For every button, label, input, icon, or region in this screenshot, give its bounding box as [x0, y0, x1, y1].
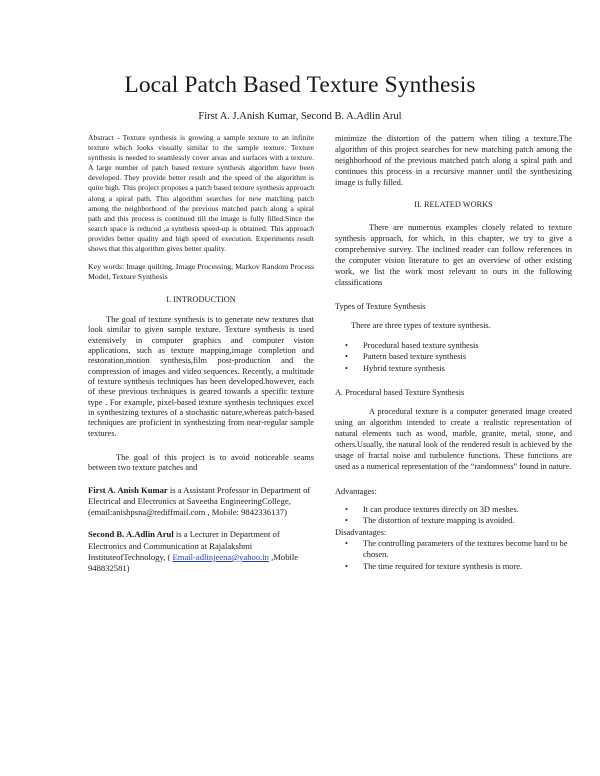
list-item: • The distortion of texture mapping is avoided.	[363, 515, 572, 526]
disadvantages-heading: Disadvantages:	[335, 527, 387, 537]
disadvantages-list	[335, 538, 572, 572]
author2-text-b: ,Mobile 948832581)	[88, 551, 299, 574]
list-item: • Pattern based texture synthesis	[363, 351, 572, 362]
related-works-paragraph: There are numerous examples closely related to texture synthesis approach, for which, in this chapter, we try to give a comprehensive survey. The inclined reader can follow references in the computer vision literature to get an overview of other existing work, we list the work most relevant to ours in the following classifications	[335, 222, 572, 288]
right-column	[335, 133, 572, 573]
intro-paragraph-1: The goal of texture synthesis is to generate new textures that look similar to given sample texture. Texture synthesis is used extensively in computer graphics and computer vision applications, such as texture mapping,image completion and restoration,motion synthesis,film post-production and the compression of images and video sequences. Recently, a multitude of texture synthesis techniques has been developed.however, each of these previous techniques is geared towards a specific texture type . For example, pixel-based texture synthesis techniques excel in synthesizing textures of a stochastic nature,whereas patch-based techniques are proficient in synthesizing from near-regular sample textures.	[88, 315, 314, 438]
types-intro: There are three types of texture synthesis.	[351, 321, 491, 331]
author1-text: is a Assistant Professor in Department of Electrical and Electronics at Saveetha EngineeringCollege,(email:anishpsna@rediffmail.com , Mobile: 9842336137)	[88, 484, 311, 518]
author2-name: Second B. A.Adlin Arul	[88, 529, 174, 540]
author2-text-a: is a Lecturer in Department of Electronics and Communication at Rajalakshmi InstituteofTechnology, (	[88, 529, 280, 562]
types-heading: Types of Texture Synthesis	[335, 302, 426, 312]
author1-name: First A. Anish Kumar	[88, 484, 168, 495]
abstract: Abstract - Texture synthesis is growing a sample texture to an infinite texture which looks visually similar to the sample texture. Texture synthesis is needed to seamlessly cover areas and surfaces with a texture. A large number of patch based texture synthesis algorithm have been developed. They provide better result and the speed of the algorithm is quite high. This project proposes a patch based texture synthesis approach along a spiral path. This algorithm searches for new matching patch among the neighborhood of the previous matched patch along a spiral path and this process is continued till the image is fully filled.Since the search space is reduced ,a synthesis speed-up is obtained. This approach provides better quality and high speed of execution. Experiments result shows that this algorithm gives better quality.	[88, 133, 314, 254]
list-item: • The controlling parameters of the textures become hard to be chosen.	[363, 538, 572, 560]
advantages-list	[335, 504, 572, 526]
related-works-heading: II. RELATED WORKS	[414, 200, 493, 210]
continued-paragraph: minimize the distortion of the pattern when tiling a texture.The algorithm of this project searches for new matching patch among the neighborhood of the previous matched patch along a spiral path and continues this process in a recursive manner until the synthesizing image is fully filled.	[335, 134, 572, 188]
author1-note	[88, 485, 314, 519]
list-item: • The time required for texture synthesis is more.	[363, 561, 572, 572]
list-item: • Hybrid texture synthesis	[363, 363, 572, 374]
list-item: • Procedural based texture synthesis	[363, 340, 572, 351]
procedural-heading: A. Procedural based Texture Synthesis	[335, 387, 465, 397]
advantages-heading: Advantages:	[335, 487, 377, 497]
procedural-paragraph: A procedural texture is a computer generated image created using an algorithm intended to create a realistic representation of natural elements such as wood, marble, granite, metal, stone, and others.Usually, the natural look of the rendered result is achieved by the usage of fractal noise and turbulence functions. These functions are used as a numerical representation of the “randomness” found in nature.	[335, 406, 572, 472]
paper-title: Local Patch Based Texture Synthesis	[124, 72, 476, 98]
types-list	[335, 340, 572, 373]
left-column	[88, 133, 314, 574]
author-line: First A. J.Anish Kumar, Second B. A.Adlin Arul	[198, 111, 402, 122]
intro-paragraph-2: The goal of this project is to avoid noticeable seams between two texture patches and	[88, 453, 314, 473]
list-item: • It can produce textures directly on 3D meshes.	[363, 504, 572, 515]
author2-email-link[interactable]: Email-adlinjeena@yahoo.in	[172, 551, 269, 562]
author2-note	[88, 529, 314, 574]
keywords: Key words: Image quilting, Image Processing, Markov Random Process Model, Texture Synthesis	[88, 262, 314, 282]
intro-heading: I. INTRODUCTION	[166, 294, 236, 304]
